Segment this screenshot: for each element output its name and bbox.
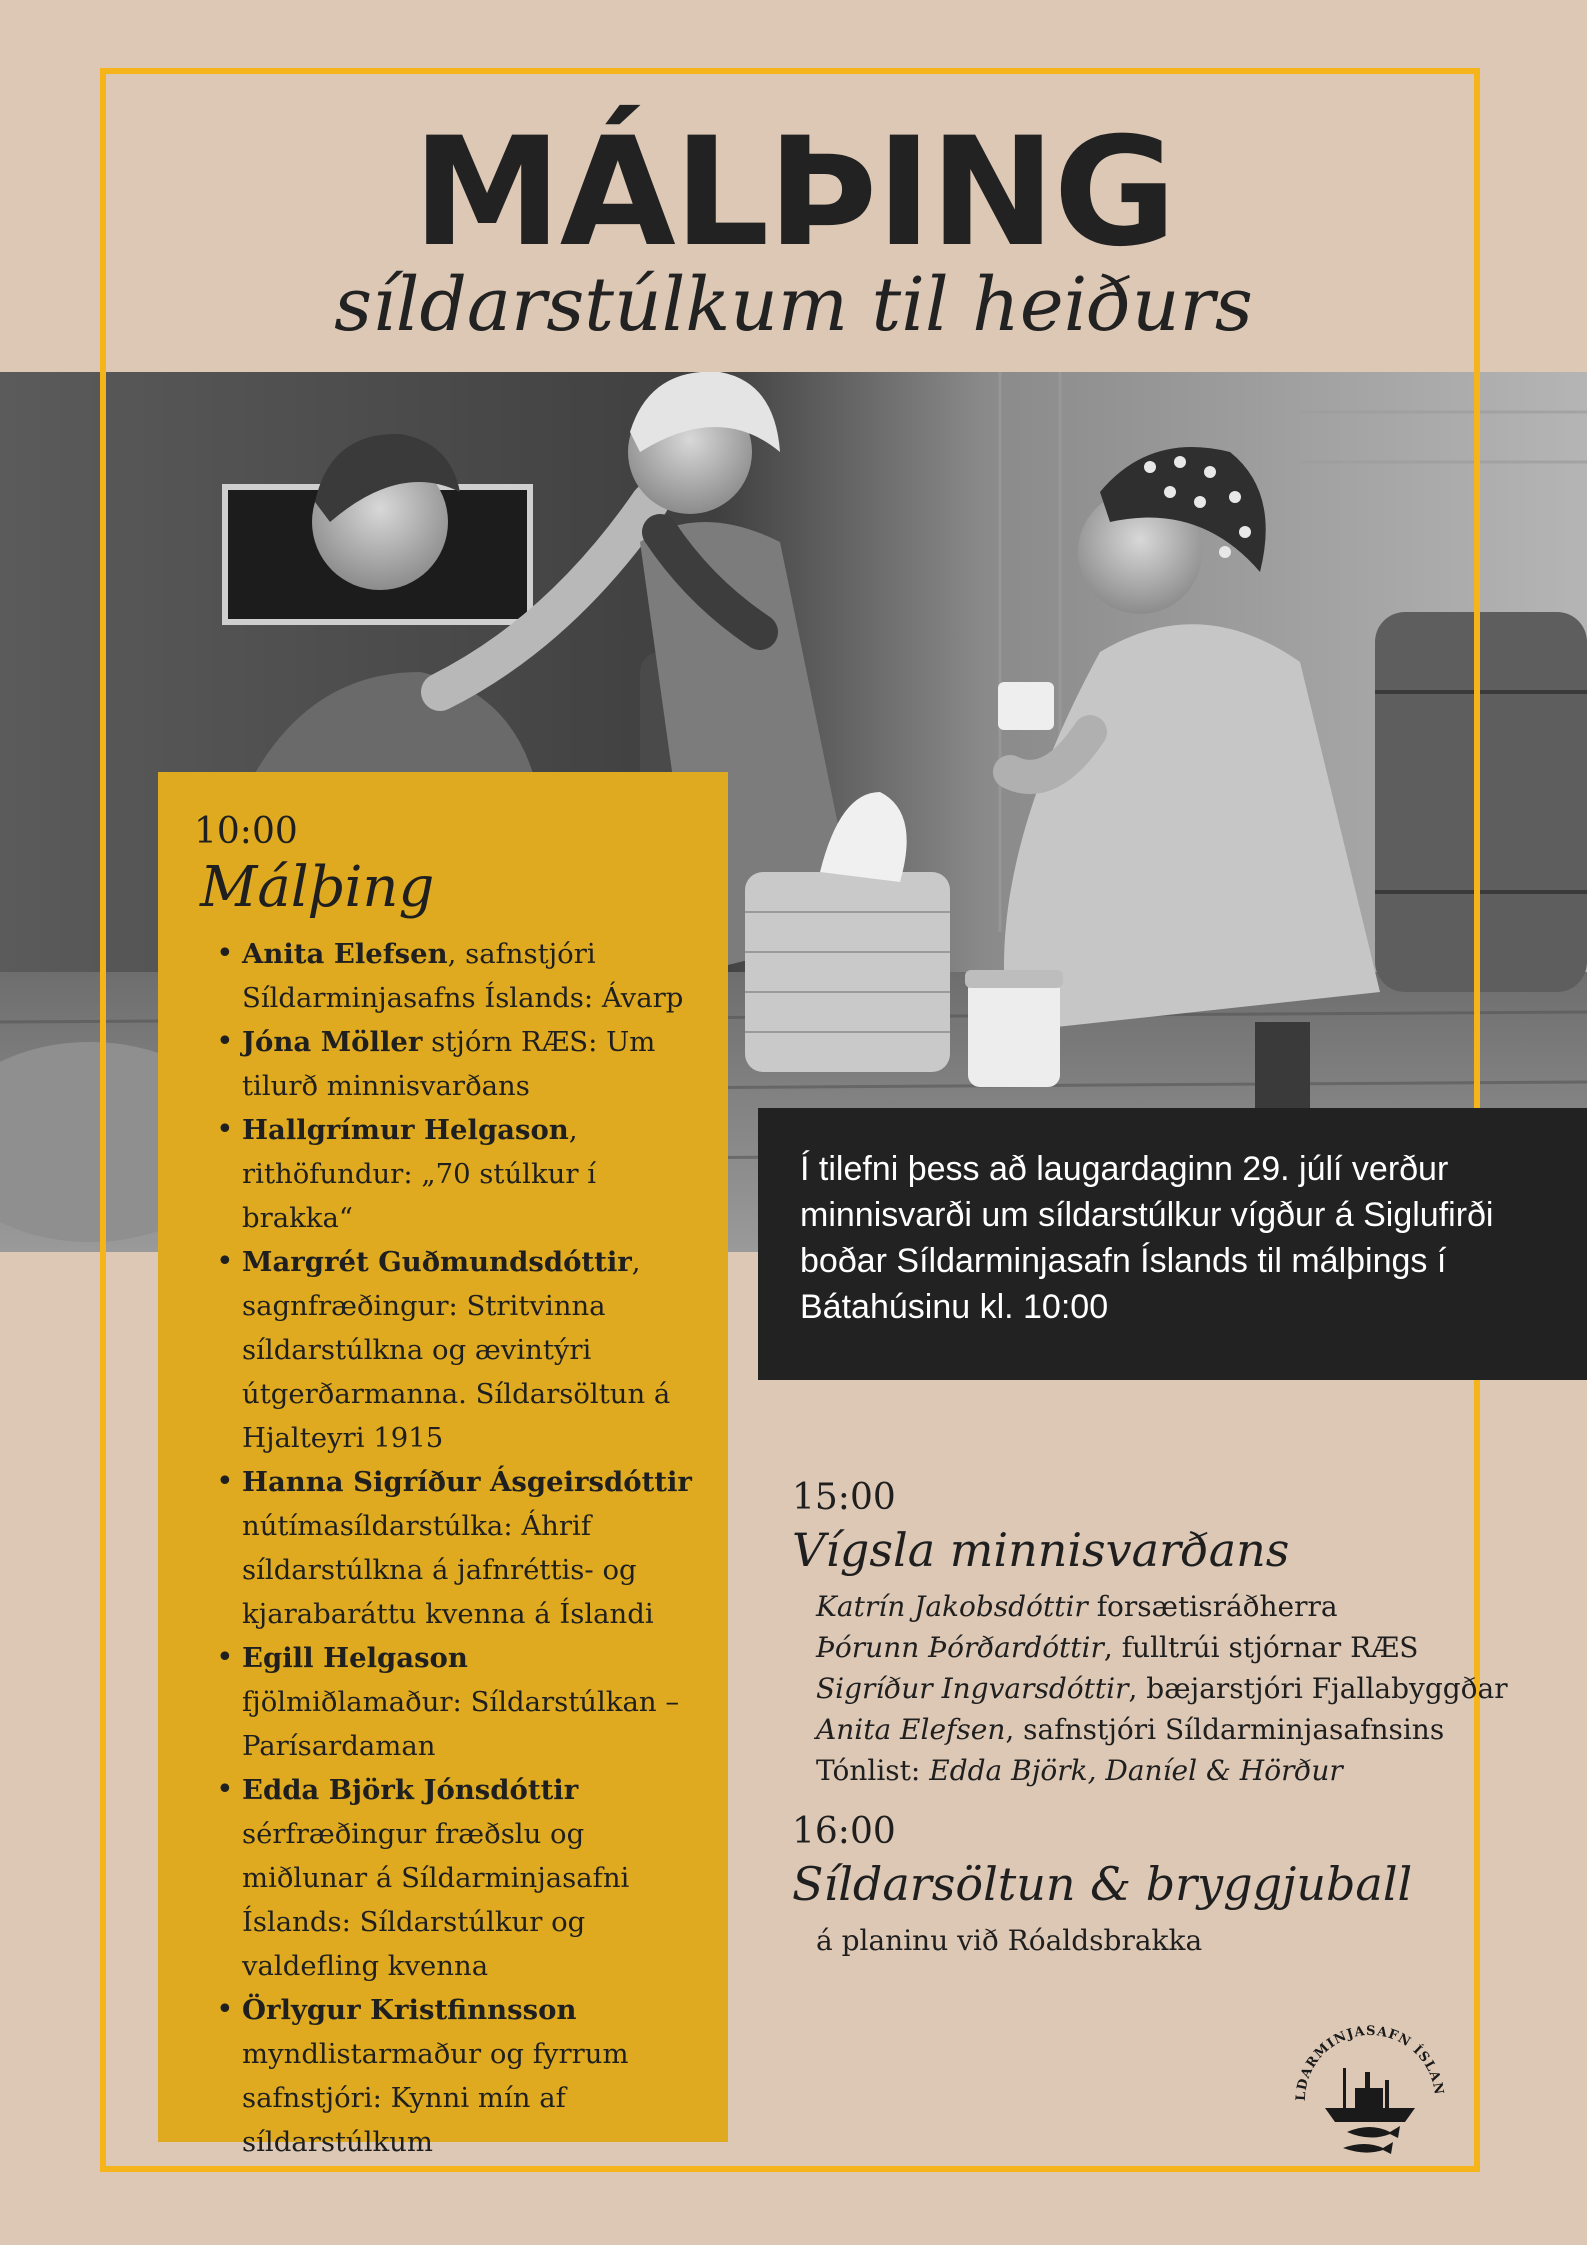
speaker-name: Margrét Guðmundsdóttir — [242, 1245, 632, 1278]
list-item — [220, 1988, 694, 2164]
speaker-name: Hanna Sigríður Ásgeirsdóttir — [242, 1465, 692, 1498]
speaker-topic: , safnstjóri Síldarminjasafns Íslands: Ávarp — [242, 937, 684, 1014]
list-item — [220, 1460, 694, 1636]
list-item — [792, 1750, 1508, 1791]
list-item — [220, 932, 694, 1020]
evening-session — [792, 1812, 1412, 1961]
list-item — [220, 1636, 694, 1768]
museum-logo — [1285, 2010, 1455, 2164]
session-time: 10:00 — [194, 811, 298, 852]
list-item — [792, 1627, 1508, 1668]
speaker-name: Egill Helgason — [242, 1641, 468, 1674]
speaker-topic: myndlistarmaður og fyrrum safnstjóri: Kynni mín af síldarstúlkum — [242, 2037, 629, 2158]
speaker-role: , bæjarstjóri Fjallabyggðar — [1128, 1672, 1508, 1706]
speaker-name: Anita Elefsen — [242, 937, 448, 970]
list-item — [792, 1668, 1508, 1709]
speaker-name: Jóna Möller — [242, 1025, 423, 1058]
morning-session-panel — [158, 772, 728, 2158]
afternoon-session — [792, 1478, 1508, 1791]
list-item — [792, 1586, 1508, 1627]
music-label: Tónlist: — [816, 1754, 930, 1788]
speaker-topic: , rithöfundur: „70 stúlkur í brakka“ — [242, 1113, 597, 1234]
session-location: á planinu við Róaldsbrakka — [816, 1924, 1203, 1958]
speaker-name: Örlygur Kristfinnsson — [242, 1993, 577, 2026]
musicians: Edda Björk, Daníel & Hörður — [929, 1754, 1343, 1788]
list-item — [220, 1020, 694, 1108]
speaker-name: Þórunn Þórðardóttir — [816, 1631, 1104, 1665]
speaker-name: Anita Elefsen — [816, 1713, 1006, 1747]
session-heading: Síldarsöltun & bryggjuball — [792, 1856, 1413, 1911]
speaker-topic: stjórn RÆS: Um tilurð minnisvarðans — [242, 1025, 656, 1102]
session-time: 16:00 — [792, 1811, 896, 1852]
list-item — [220, 1108, 694, 1240]
session-time: 15:00 — [792, 1477, 896, 1518]
ship-icon — [1325, 2068, 1415, 2122]
speaker-role: , fulltrúi stjórnar RÆS — [1103, 1631, 1419, 1665]
speaker-list — [194, 932, 694, 2164]
list-item — [792, 1709, 1508, 1750]
poster-subtitle: síldarstúlkum til heiðurs — [334, 262, 1253, 348]
speaker-role: , safnstjóri Síldarminjasafnsins — [1005, 1713, 1445, 1747]
speaker-topic: fjölmiðlamaður: Síldarstúlkan – Parísardaman — [242, 1685, 680, 1762]
session-heading: Málþing — [200, 854, 435, 920]
session-heading: Vígsla minnisvarðans — [792, 1522, 1290, 1577]
speaker-topic: nútímasíldarstúlka: Áhrif síldarstúlkna á jafnréttis- og kjarabaráttu kvenna á Íslandi — [242, 1509, 654, 1630]
fish-icon — [1343, 2126, 1400, 2154]
speaker-name: Hallgrímur Helgason — [242, 1113, 569, 1146]
speaker-name: Sigríður Ingvarsdóttir — [816, 1672, 1129, 1706]
speaker-topic: sérfræðingur fræðslu og miðlunar á Síldarminjasafni Íslands: Síldarstúlkur og valdefling kvenna — [242, 1817, 630, 1982]
speaker-name: Katrín Jakobsdóttir — [816, 1590, 1088, 1624]
poster-title: MÁLÞING — [412, 106, 1175, 280]
speaker-name: Edda Björk Jónsdóttir — [242, 1773, 579, 1806]
speaker-topic: , sagnfræðingur: Stritvinna síldarstúlkna og ævintýri útgerðarmanna. Síldarsöltun á Hjalteyri 1915 — [242, 1245, 671, 1454]
logo-text: LDARMINJASAFN ÍSLAN — [1293, 2023, 1447, 2102]
announcement-box: Í tilefni þess að laugardaginn 29. júlí verður minnisvarði um síldarstúlkur vígður á Siglufirði boðar Síldarminjasafn Íslands til málþings í Bátahúsinu kl. 10:00 — [758, 1108, 1587, 1380]
speaker-role: forsætisráðherra — [1087, 1590, 1338, 1624]
list-item — [220, 1768, 694, 1988]
list-item — [220, 1240, 694, 1460]
